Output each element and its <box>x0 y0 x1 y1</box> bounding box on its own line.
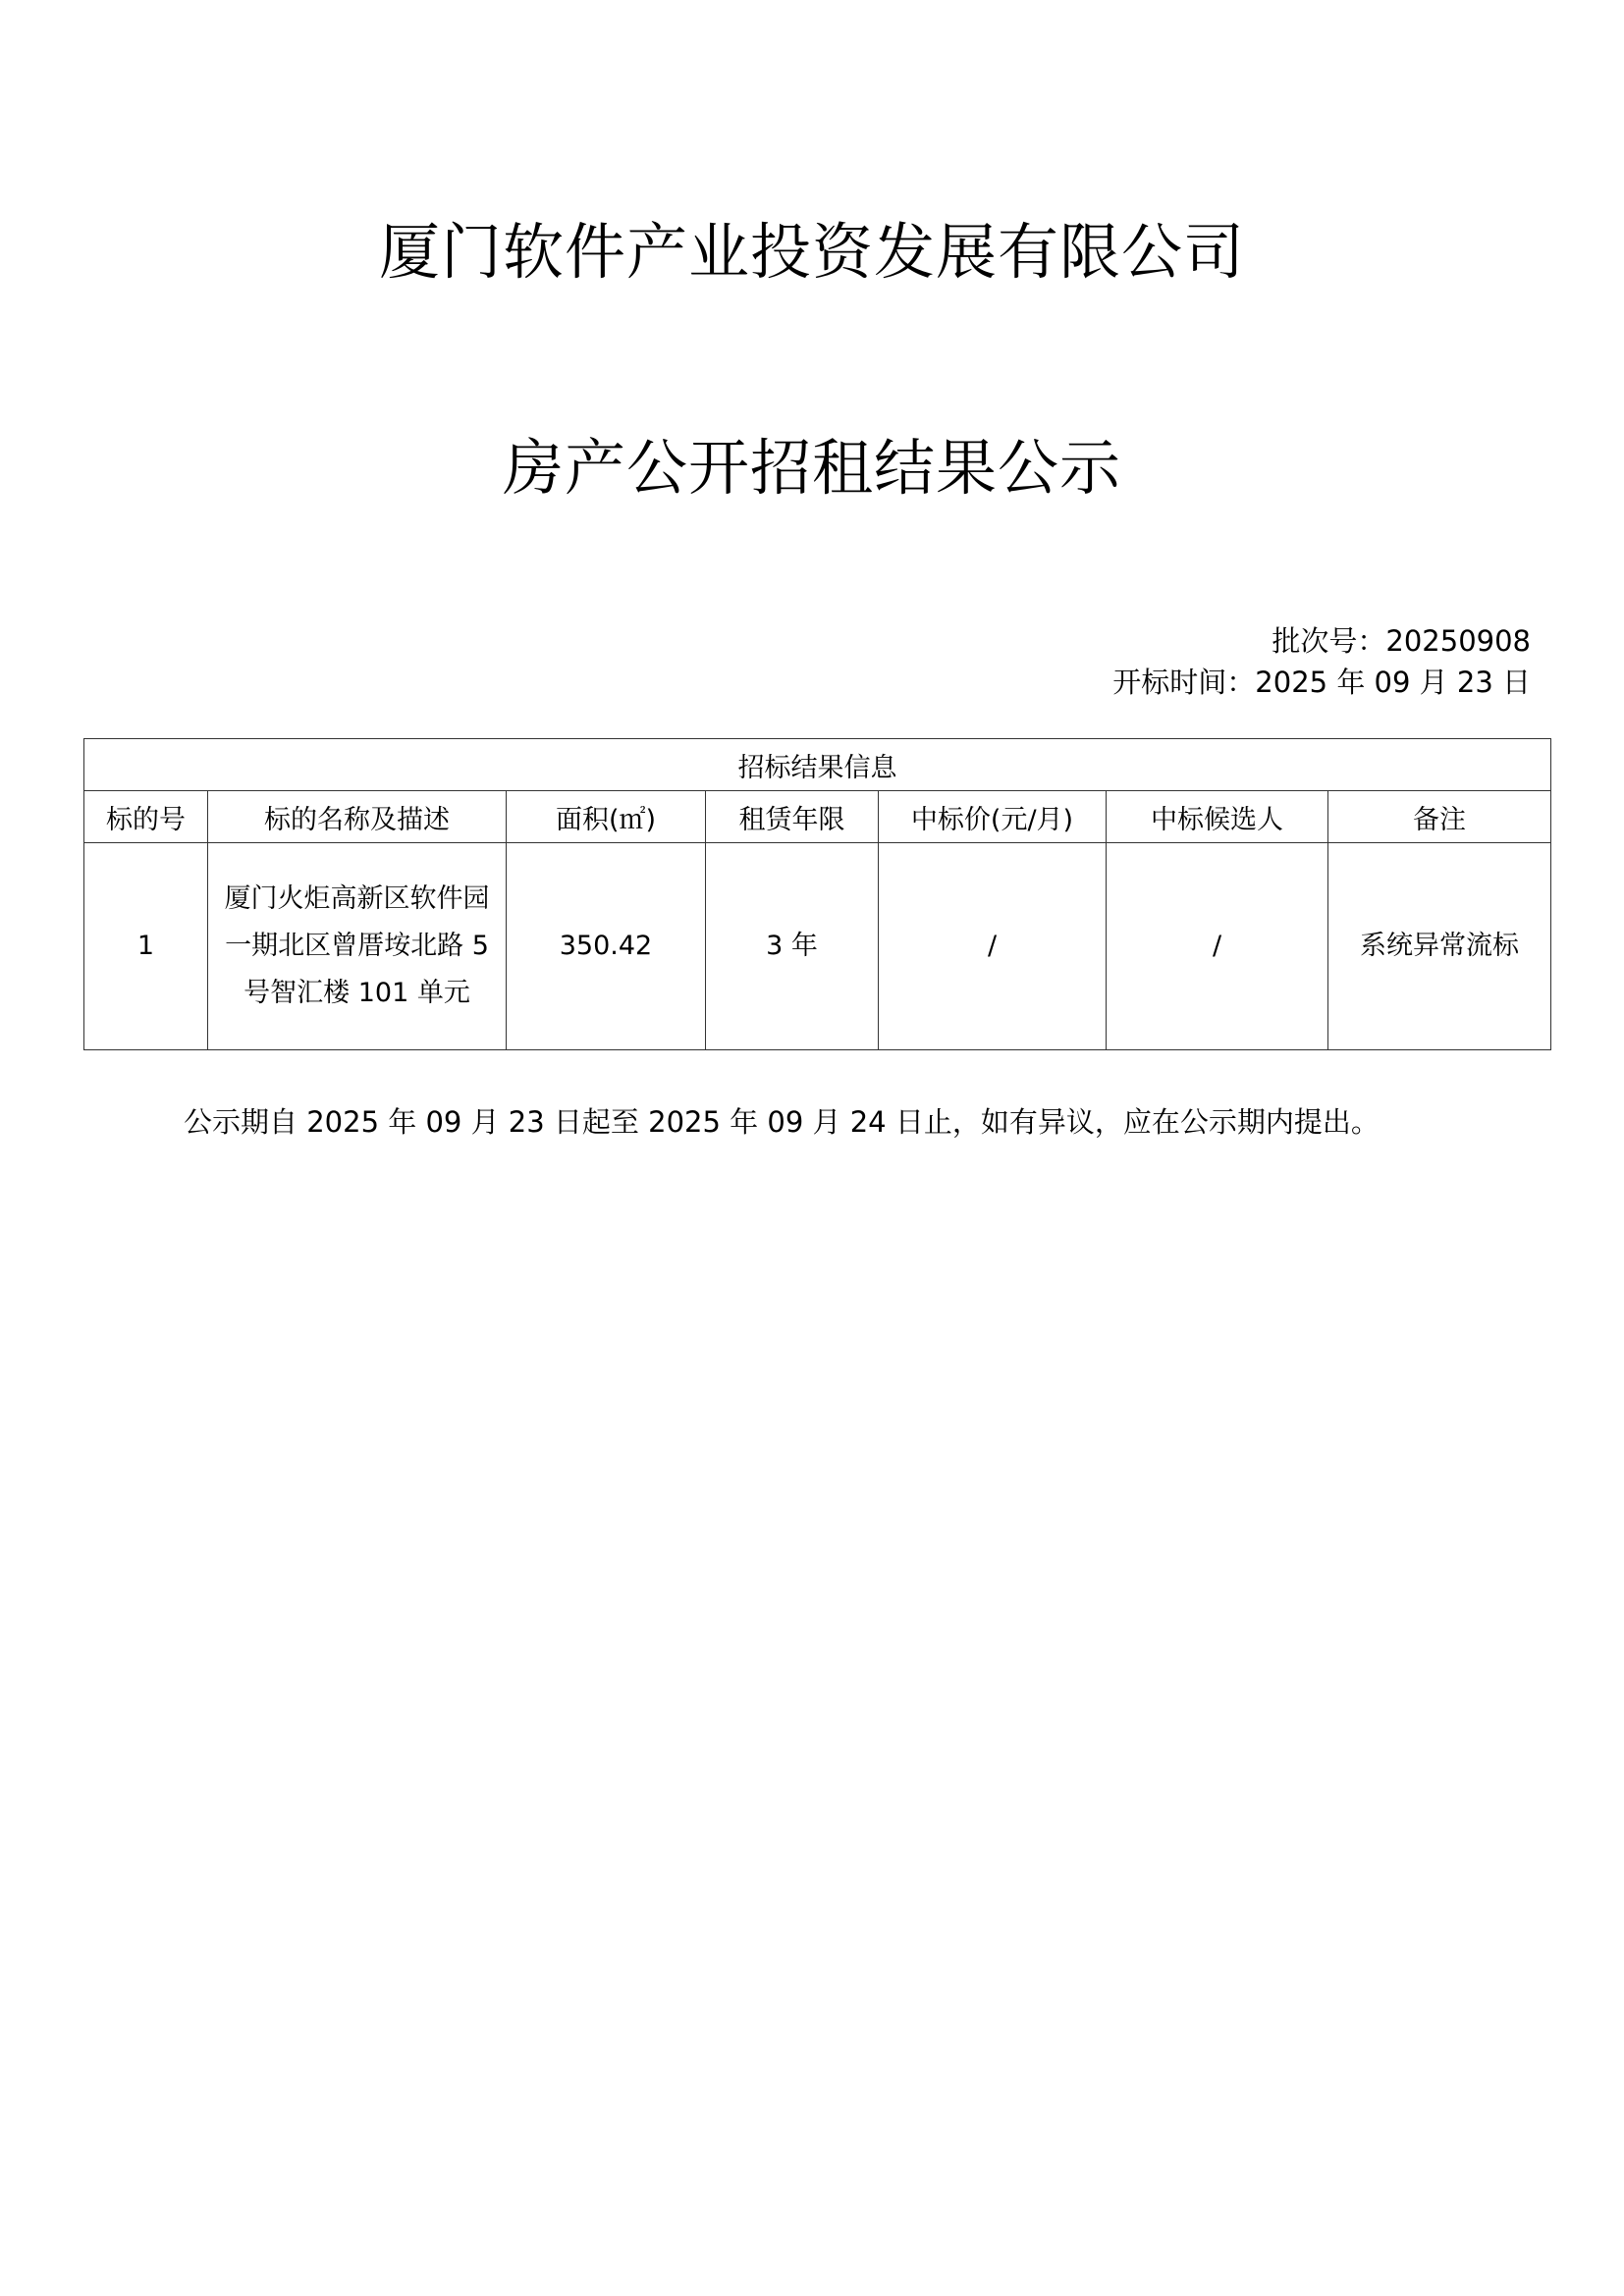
cell-lot-number: 1 <box>84 843 208 1050</box>
cell-remarks: 系统异常流标 <box>1328 843 1551 1050</box>
header-lot-number: 标的号 <box>84 791 208 843</box>
results-table <box>83 738 1551 1050</box>
bid-opening-time: 开标时间：2025 年 09 月 23 日 <box>1112 666 1531 699</box>
header-winning-price: 中标价(元/月) <box>879 791 1107 843</box>
header-description: 标的名称及描述 <box>208 791 507 843</box>
cell-winning-candidate: / <box>1107 843 1328 1050</box>
notice-title: 房产公开招租结果公示 <box>502 432 1121 504</box>
cell-area: 350.42 <box>507 843 706 1050</box>
cell-lease-term: 3 年 <box>706 843 879 1050</box>
cell-winning-price: / <box>879 843 1107 1050</box>
table-caption-row <box>84 739 1551 791</box>
header-lease-term: 租赁年限 <box>706 791 879 843</box>
table-header-row <box>84 791 1551 843</box>
table-caption: 招标结果信息 <box>84 739 1551 791</box>
batch-number: 批次号：20250908 <box>1272 624 1531 658</box>
header-winning-candidate: 中标候选人 <box>1107 791 1328 843</box>
table-row <box>84 843 1551 1050</box>
cell-description: 厦门火炬高新区软件园一期北区曾厝垵北路 5 号智汇楼 101 单元 <box>208 843 507 1050</box>
header-remarks: 备注 <box>1328 791 1551 843</box>
notice-period-text: 公示期自 2025 年 09 月 23 日起至 2025 年 09 月 24 日止，如有异议，应在公示期内提出。 <box>184 1105 1380 1139</box>
header-area: 面积(㎡) <box>507 791 706 843</box>
company-title: 厦门软件产业投资发展有限公司 <box>378 216 1245 288</box>
